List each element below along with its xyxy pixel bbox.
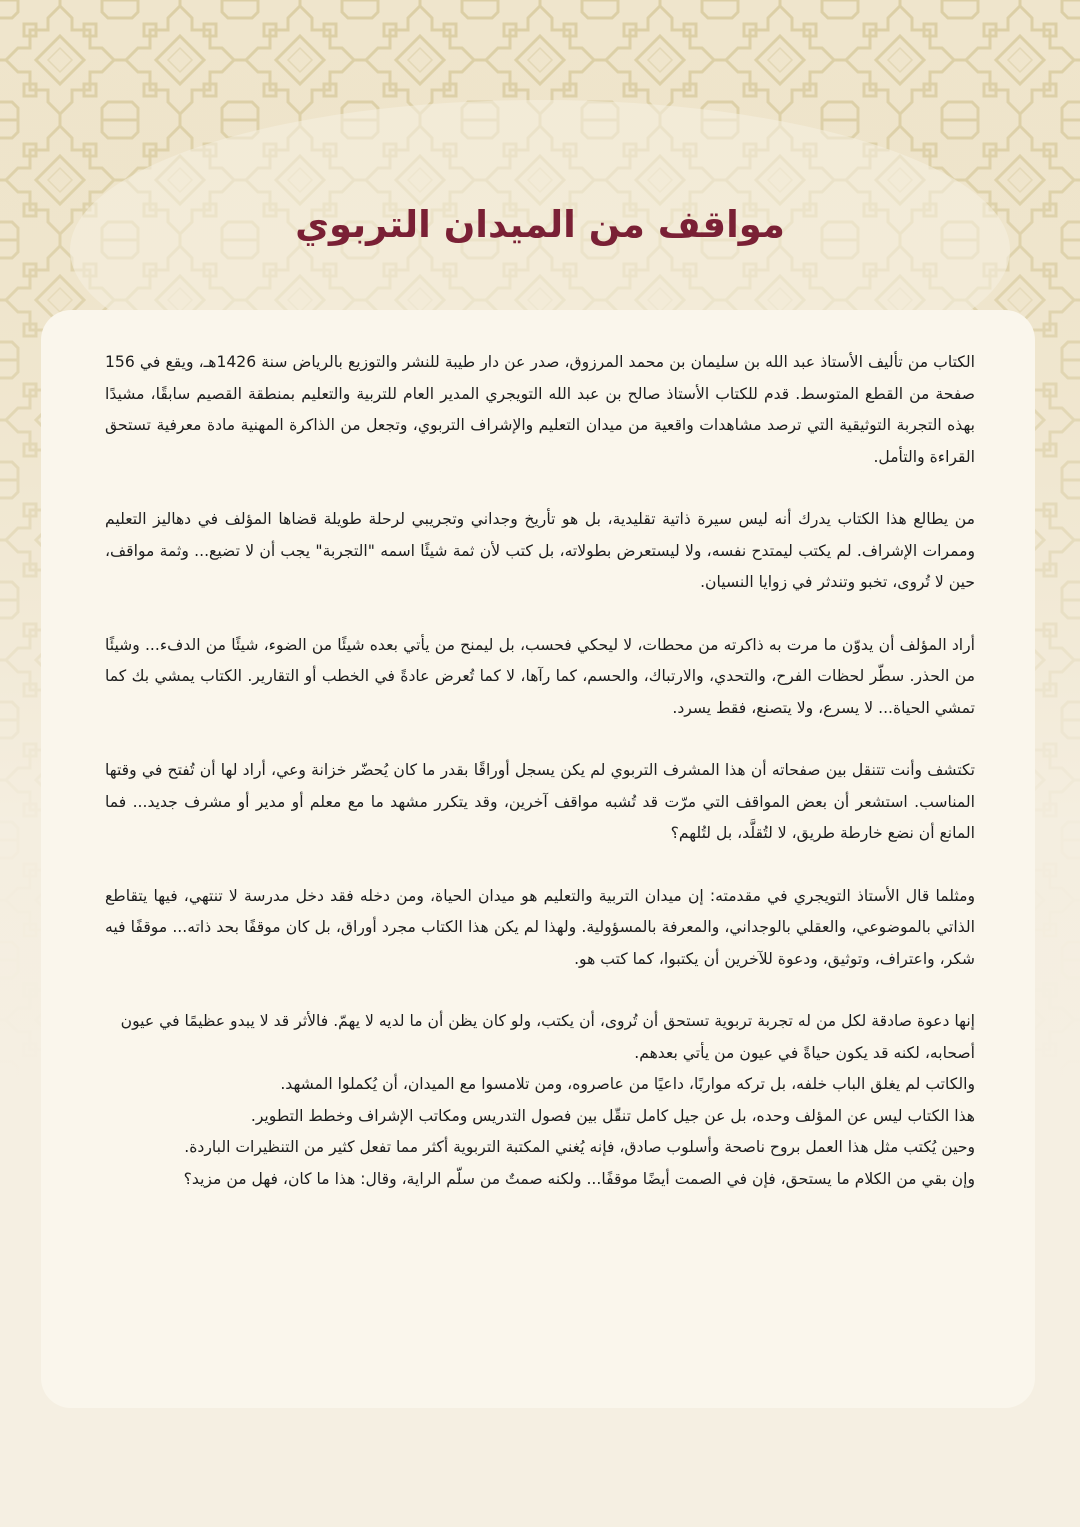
- closing-line: والكاتب لم يغلق الباب خلفه، بل تركه مواربًا، داعيًا من عاصروه، ومن تلامسوا مع الميدان، أن يُكملوا المشهد.: [280, 1075, 975, 1093]
- paragraph-supervisor: تكتشف وأنت تتنقل بين صفحاته أن هذا المشرف التربوي لم يكن يسجل أوراقًا بقدر ما كان يُحضّر خزانة وعي، أراد لها أن تُفتح في وقتها المناسب. استشعر أن بعض المواقف التي مرّت قد تُشبه مواقف آخرين، وقد يتكرر مشهد ما مع معلم أو مدير أو مشرف جديد... فما المانع أن نضع خارطة طريق، لا لتُقلَّد، بل لتُلهم؟: [105, 761, 975, 842]
- paragraph-preface-quote: ومثلما قال الأستاذ التويجري في مقدمته: إن ميدان التربية والتعليم هو ميدان الحياة، ومن دخله فقد دخل مدرسة لا تنتهي، فيها يتقاطع الذاتي بالموضوعي، والعقلي بالوجداني، والمعرفة بالمسؤولية. ولهذا لم يكن هذا الكتاب مجرد أوراق، بل كان موقفًا بحد ذاته... موقفًا فيه شكر، واعتراف، وتوثيق، ودعوة للآخرين أن يكتبوا، كما كتب هو.: [105, 886, 975, 968]
- closing-line: هذا الكتاب ليس عن المؤلف وحده، بل عن جيل كامل تنقّل بين فصول التدريس ومكاتب الإشراف وخطط التطوير.: [250, 1106, 975, 1125]
- paragraph-author-intent: أراد المؤلف أن يدوّن ما مرت به ذاكرته من محطات، لا ليحكي فحسب، بل ليمنح من يأتي بعده شيئًا من الضوء، شيئًا من الدفء... وشيئًا من الحذر. سطّر لحظات الفرح، والتحدي، والارتباك، والحسم، كما رآها، لا كما تُعرض عادةً في الخطب أو التقارير. الكتاب يمشي بك كما تمشي الحياة... لا يسرع، ولا يتصنع، فقط يسرد.: [105, 635, 975, 717]
- paragraph-intro: الكتاب من تأليف الأستاذ عبد الله بن سليمان بن محمد المرزوق، صدر عن دار طيبة للنشر والتوزيع بالرياض سنة 1426هـ، ويقع في 156 صفحة من القطع المتوسط. قدم للكتاب الأستاذ صالح بن عبد الله التويجري المدير العام للتربية والتعليم بمنطقة القصيم سابقًا، مشيدًا بهذه التجربة التوثيقية التي ترصد مشاهدات واقعية من ميدان التعليم والإشراف التربوي، وتجعل من الذاكرة المهنية مادة معرفية تستحق القراءة والتأمل.: [105, 353, 975, 466]
- closing-line: وإن بقي من الكلام ما يستحق، فإن في الصمت أيضًا موقفًا... ولكنه صمتٌ من سلّم الراية، وقال: هذا ما كان، فهل من مزيد؟: [183, 1169, 975, 1188]
- closing-line: وحين يُكتب مثل هذا العمل بروح ناصحة وأسلوب صادق، فإنه يُغني المكتبة التربوية أكثر مما تفعل كثير من التنظيرات الباردة.: [184, 1138, 975, 1156]
- page-title: مواقف من الميدان التربوي: [295, 203, 785, 246]
- article-body: [105, 347, 975, 1195]
- paragraph-not-biography: من يطالع هذا الكتاب يدرك أنه ليس سيرة ذاتية تقليدية، بل هو تأريخ وجداني وتجريبي لرحلة طويلة قضاها المؤلف في دهاليز التعليم وممرات الإشراف. لم يكتب ليمتدح نفسه، ولا ليستعرض بطولاته، بل كتب لأن ثمة شيئًا اسمه "التجربة" يجب أن لا تضيع... وثمة مواقف، حين لا تُروى، تخبو وتندثر في زوايا النسيان.: [105, 510, 975, 591]
- closing-line: إنها دعوة صادقة لكل من له تجربة تربوية تستحق أن تُروى، أن يكتب، ولو كان يظن أن ما لديه لا يهمّ. فالأثر قد لا يبدو عظيمًا في عيون أصحابه، لكنه قد يكون حياةً في عيون من يأتي بعدهم.: [120, 1012, 975, 1062]
